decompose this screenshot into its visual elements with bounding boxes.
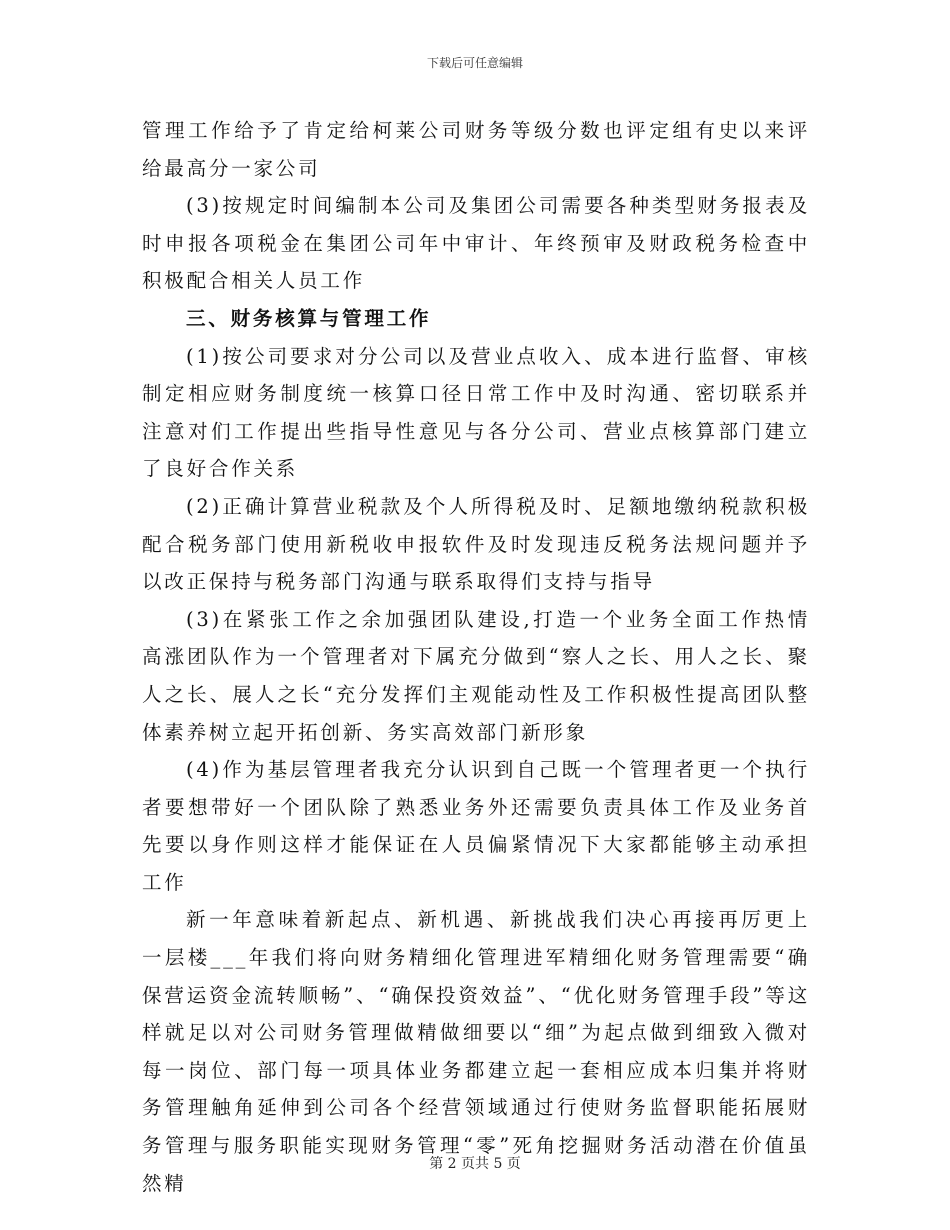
paragraph-item-4-manager: (4)作为基层管理者我充分认识到自己既一个管理者更一个执行者要想带好一个团队除了熟悉业务外还需要负责具体工作及业务首先要以身作则这样才能保证在人员偏紧情况下大家都能够主动承担工作 <box>142 758 810 894</box>
paragraph-item-3-reporting: (3)按规定时间编制本公司及集团公司需要各种类型财务报表及时申报各项税金在集团公司年中审计、年终预审及财政税务检查中积极配合相关人员工作 <box>142 194 810 293</box>
page-number: 第 2 页共 5 页 <box>429 1156 521 1172</box>
paragraph-continuation: 管理工作给予了肯定给柯莱公司财务等级分数也评定组有史以来评给最高分一家公司 <box>142 119 810 180</box>
page-header: 下载后可任意编辑 <box>426 56 523 70</box>
section-heading-accounting: 三、财务核算与管理工作 <box>186 306 432 330</box>
paragraph-item-1-supervision: (1)按公司要求对分公司以及营业点收入、成本进行监督、审核制定相应财务制度统一核算口径日常工作中及时沟通、密切联系并注意对们工作提出些指导性意见与各分公司、营业点核算部门建立了良好合作关系 <box>142 344 810 481</box>
document-body <box>142 112 810 1202</box>
paragraph-new-year: 新一年意味着新起点、新机遇、新挑战我们决心再接再厉更上一层楼___年我们将向财务精细化管理进军精细化财务管理需要“确保营运资金流转顺畅”、“确保投资效益”、“优化财务管理手段”等这样就足以对公司财务管理做精做细要以“细”为起点做到细致入微对每一岗位、部门每一项具体业务都建立起一套相应成本归集并将财务管理触角延伸到公司各个经营领域通过行使财务监督职能拓展财务管理与服务职能实现财务管理“零”死角挖掘财务活动潜在价值虽然精 <box>142 908 810 1195</box>
paragraph-item-2-taxes: (2)正确计算营业税款及个人所得税及时、足额地缴纳税款积极配合税务部门使用新税收申报软件及时发现违反税务法规问题并予以改正保持与税务部门沟通与联系取得们支持与指导 <box>142 494 810 594</box>
paragraph-item-3-team: (3)在紧张工作之余加强团队建设,打造一个业务全面工作热情高涨团队作为一个管理者对下属充分做到“察人之长、用人之长、聚人之长、展人之长“充分发挥们主观能动性及工作积极性提高团队整体素养树立起开拓创新、务实高效部门新形象 <box>142 607 810 744</box>
